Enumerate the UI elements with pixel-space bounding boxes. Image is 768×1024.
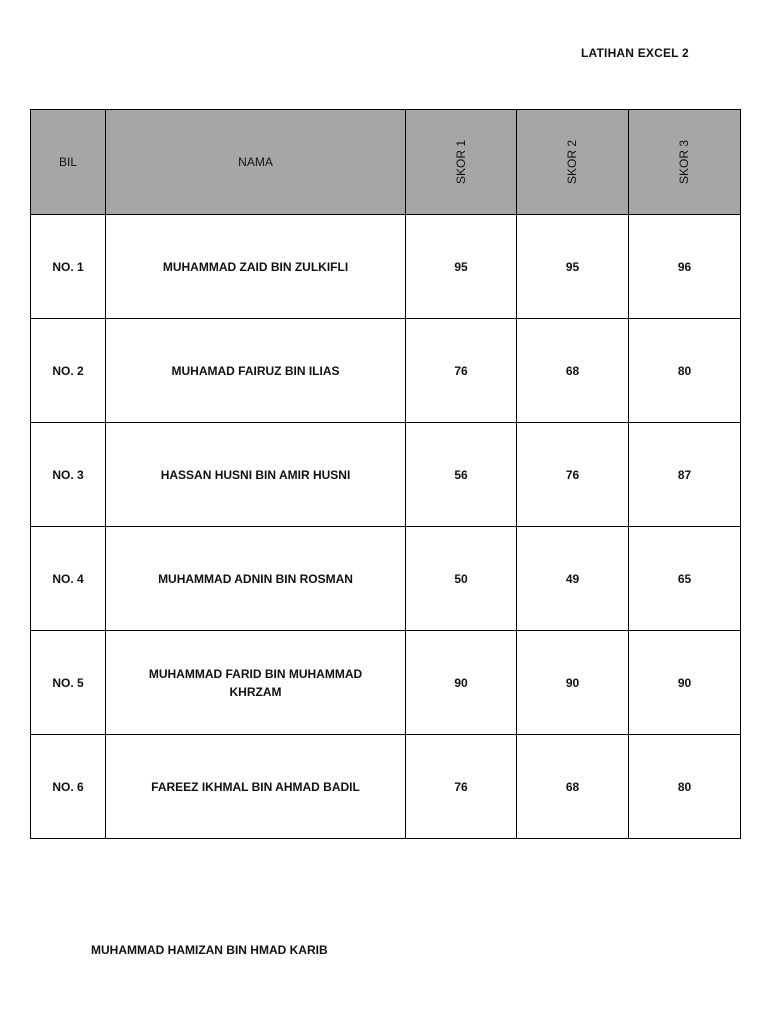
cell-skor-3: 65 (629, 527, 741, 631)
header-skor-2: SKOR 2 (565, 139, 580, 185)
header-skor-1: SKOR 1 (453, 139, 468, 185)
cell-skor-2: 68 (517, 735, 629, 839)
cell-nama: MUHAMAD FAIRUZ BIN ILIAS (106, 319, 406, 423)
cell-nama: FAREEZ IKHMAL BIN AHMAD BADIL (106, 735, 406, 839)
cell-nama: MUHAMMAD ADNIN BIN ROSMAN (106, 527, 406, 631)
cell-skor-3: 90 (629, 631, 741, 735)
cell-skor-2: 76 (517, 423, 629, 527)
cell-bil: NO. 1 (31, 215, 106, 319)
cell-skor-2: 68 (517, 319, 629, 423)
cell-skor-3: 87 (629, 423, 741, 527)
cell-skor-1: 76 (406, 319, 517, 423)
header-skor-2-cell (517, 110, 629, 215)
table-row (31, 319, 741, 423)
cell-nama: MUHAMMAD FARID BIN MUHAMMAD KHRZAM (106, 631, 406, 735)
table-row (31, 735, 741, 839)
cell-skor-3: 80 (629, 319, 741, 423)
header-skor-3-cell (629, 110, 741, 215)
cell-skor-3: 80 (629, 735, 741, 839)
footer-author-name: MUHAMMAD HAMIZAN BIN HMAD KARIB (91, 943, 328, 957)
table-row (31, 527, 741, 631)
cell-skor-3: 96 (629, 215, 741, 319)
table-row (31, 423, 741, 527)
header-bil: BIL (31, 110, 106, 215)
document-title: LATIHAN EXCEL 2 (581, 46, 689, 60)
cell-bil: NO. 3 (31, 423, 106, 527)
cell-skor-1: 90 (406, 631, 517, 735)
cell-skor-2: 90 (517, 631, 629, 735)
header-skor-3: SKOR 3 (677, 139, 692, 185)
table-row (31, 215, 741, 319)
header-nama: NAMA (106, 110, 406, 215)
cell-bil: NO. 5 (31, 631, 106, 735)
cell-skor-1: 95 (406, 215, 517, 319)
cell-skor-1: 76 (406, 735, 517, 839)
cell-bil: NO. 4 (31, 527, 106, 631)
score-table (30, 109, 741, 839)
table-row (31, 631, 741, 735)
cell-skor-1: 50 (406, 527, 517, 631)
header-row (31, 110, 741, 215)
cell-nama: MUHAMMAD ZAID BIN ZULKIFLI (106, 215, 406, 319)
cell-nama: HASSAN HUSNI BIN AMIR HUSNI (106, 423, 406, 527)
cell-skor-2: 49 (517, 527, 629, 631)
cell-skor-1: 56 (406, 423, 517, 527)
cell-bil: NO. 6 (31, 735, 106, 839)
cell-skor-2: 95 (517, 215, 629, 319)
cell-bil: NO. 2 (31, 319, 106, 423)
header-skor-1-cell (406, 110, 517, 215)
